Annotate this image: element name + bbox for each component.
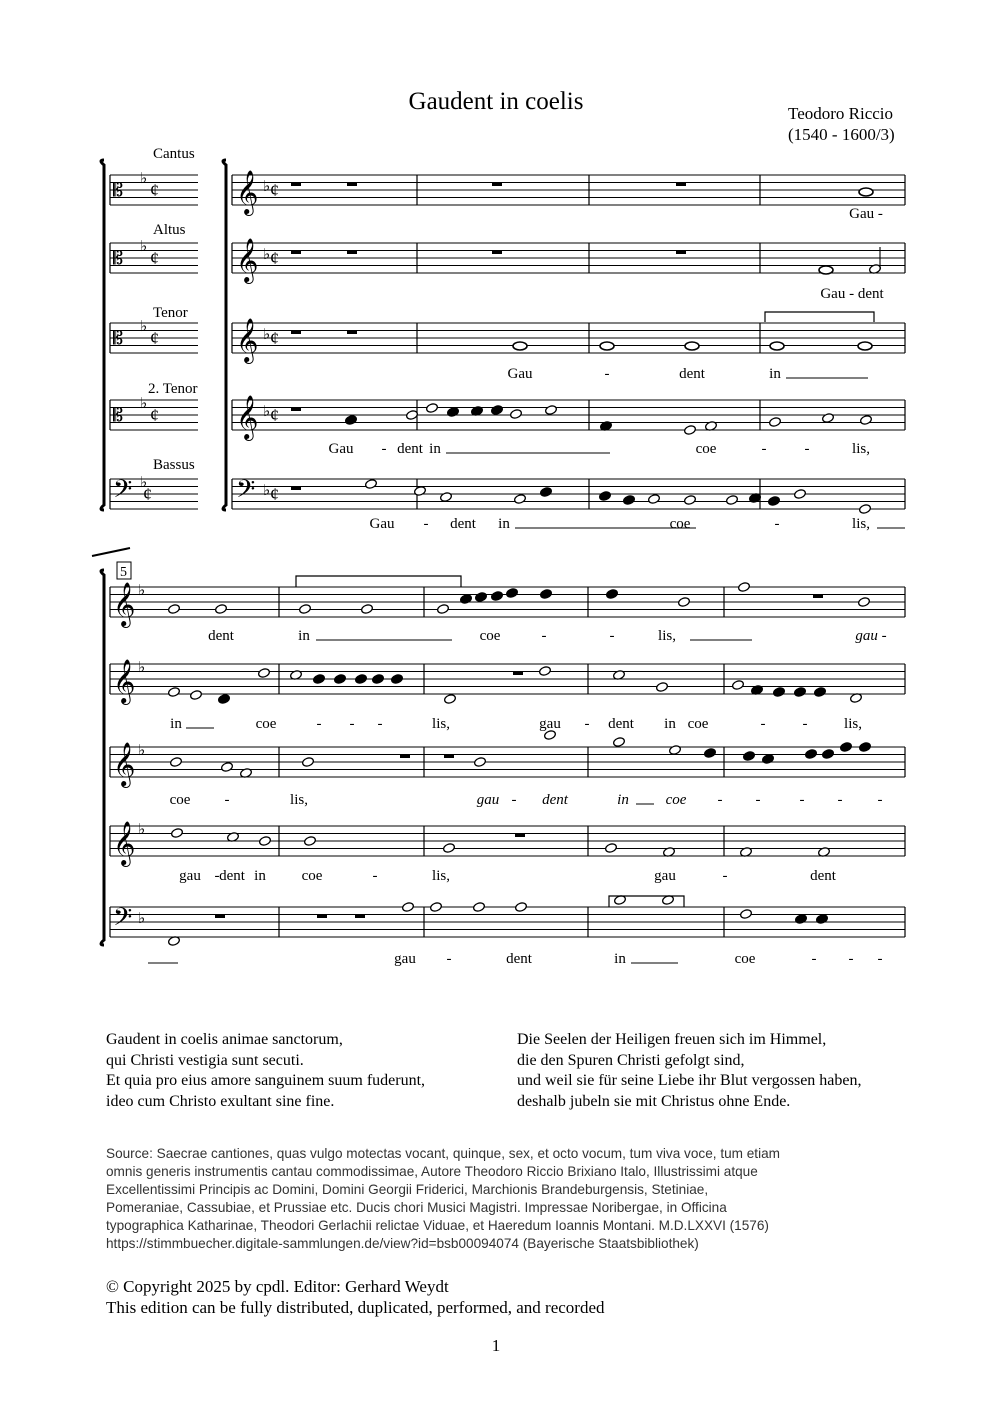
flat-sign: ♭ bbox=[140, 319, 148, 335]
source-note bbox=[106, 1145, 906, 1253]
note bbox=[437, 604, 450, 615]
whole-note bbox=[685, 342, 699, 350]
measure-number: 5 bbox=[120, 565, 127, 580]
time-signature: ¢ bbox=[150, 405, 159, 425]
ligature-bracket bbox=[296, 576, 461, 587]
note bbox=[540, 589, 553, 600]
rest bbox=[291, 183, 301, 187]
lyric: - bbox=[804, 441, 810, 457]
rest bbox=[317, 915, 327, 919]
copyright bbox=[106, 1276, 605, 1318]
system-1 bbox=[101, 146, 905, 532]
lyric: - bbox=[799, 792, 805, 808]
note bbox=[816, 914, 829, 925]
note bbox=[860, 415, 873, 426]
lyric: dent bbox=[608, 716, 634, 732]
note bbox=[168, 604, 181, 615]
lyric: dent bbox=[219, 868, 245, 884]
lyric: gau - bbox=[855, 628, 887, 644]
note bbox=[858, 597, 871, 608]
lyric: coe bbox=[695, 441, 717, 457]
lyric: Gau - dent bbox=[820, 286, 884, 302]
lyric: in bbox=[298, 628, 310, 644]
flat-sign: ♭ bbox=[263, 404, 271, 420]
treble-clef: 𝄞 bbox=[113, 661, 136, 703]
time-signature: ¢ bbox=[150, 180, 159, 200]
source-line: omnis generis instrumentis cantau commodissimae, Autore Theodoro Riccio Brixiano Italo, Illustrissimi atque bbox=[106, 1164, 758, 1179]
german-line: die den Spuren Christi gefolgt sind, bbox=[517, 1051, 745, 1069]
note bbox=[732, 680, 745, 691]
note bbox=[414, 486, 427, 497]
lyric: - bbox=[717, 792, 723, 808]
whole-note bbox=[600, 342, 614, 350]
rest bbox=[492, 251, 502, 255]
source-link[interactable]: https://stimmbuecher.digitale-sammlungen.de/view?id=bsb00094074 (Bayerische Staatsbibliothek) bbox=[106, 1236, 699, 1251]
note bbox=[440, 492, 453, 503]
note bbox=[473, 902, 486, 913]
lyric: in bbox=[254, 868, 266, 884]
latin-line: ideo cum Christo exultant sine fine. bbox=[106, 1092, 335, 1110]
time-signature: ¢ bbox=[143, 484, 152, 504]
lyric: Gau bbox=[369, 516, 395, 532]
note bbox=[794, 489, 807, 500]
flat-sign: ♭ bbox=[138, 743, 146, 759]
note bbox=[822, 413, 835, 424]
lyric: - bbox=[511, 792, 517, 808]
source-line: Excellentissimi Principis ac Domini, Domini Georgii Friderici, Marchionis Brandeburgensis, Stetiniae, bbox=[106, 1182, 709, 1197]
time-signature: ¢ bbox=[150, 248, 159, 268]
lyric: in bbox=[664, 716, 676, 732]
german-line: und weil sie für seine Liebe ihr Blut vergossen haben, bbox=[517, 1072, 862, 1089]
note bbox=[475, 592, 488, 603]
note bbox=[391, 674, 404, 685]
lyric: dent bbox=[679, 366, 705, 382]
lyric: coe bbox=[687, 716, 709, 732]
whole-note bbox=[819, 266, 833, 274]
lyric: coe bbox=[665, 792, 687, 808]
lyric: coe bbox=[669, 516, 691, 532]
flat-sign: ♭ bbox=[140, 475, 148, 491]
note bbox=[515, 902, 528, 913]
note bbox=[361, 604, 374, 615]
lyric: lis, bbox=[432, 716, 450, 732]
lyric: lis, bbox=[432, 868, 450, 884]
rest bbox=[291, 487, 301, 491]
lyric: coe bbox=[169, 792, 191, 808]
lyric: - bbox=[755, 792, 761, 808]
lyric: - bbox=[446, 951, 452, 967]
lyric: - bbox=[316, 716, 322, 732]
rest bbox=[492, 183, 502, 187]
note bbox=[491, 591, 504, 602]
note bbox=[726, 495, 739, 506]
note bbox=[215, 604, 228, 615]
note bbox=[743, 751, 756, 762]
flat-sign: ♭ bbox=[140, 396, 148, 412]
note bbox=[304, 836, 317, 847]
time-signature: ¢ bbox=[270, 328, 279, 348]
lyric: in bbox=[769, 366, 781, 382]
lyric: - bbox=[837, 792, 843, 808]
lyric: in bbox=[498, 516, 510, 532]
german-line: deshalb jubeln sie mit Christus ohne Ende. bbox=[517, 1092, 791, 1110]
lyric: lis, bbox=[852, 441, 870, 457]
lyric: dent bbox=[397, 441, 423, 457]
lyric: in bbox=[170, 716, 182, 732]
lyric: dent bbox=[506, 951, 532, 967]
bass-clef: 𝄢 bbox=[113, 476, 133, 509]
note bbox=[794, 687, 807, 698]
lyric: - bbox=[774, 516, 780, 532]
note bbox=[623, 495, 636, 506]
lyric: coe bbox=[255, 716, 277, 732]
lyric: - bbox=[604, 366, 610, 382]
rest bbox=[291, 251, 301, 255]
license-line: This edition can be fully distributed, duplicated, performed, and recorded bbox=[106, 1298, 605, 1317]
lyric: lis, bbox=[290, 792, 308, 808]
note bbox=[599, 491, 612, 502]
note bbox=[168, 687, 181, 698]
note bbox=[218, 694, 231, 705]
lyric: - bbox=[349, 716, 355, 732]
note bbox=[334, 674, 347, 685]
note bbox=[648, 494, 661, 505]
rest bbox=[400, 755, 410, 759]
flat-sign: ♭ bbox=[138, 660, 146, 676]
lyric: - bbox=[224, 792, 230, 808]
lyric: lis, bbox=[844, 716, 862, 732]
rest bbox=[676, 251, 686, 255]
lyric: Gau bbox=[507, 366, 533, 382]
note bbox=[805, 749, 818, 760]
note bbox=[859, 504, 872, 515]
bass-clef: 𝄢 bbox=[113, 904, 133, 937]
note bbox=[822, 749, 835, 760]
treble-clef: 𝄞 bbox=[236, 172, 259, 214]
note bbox=[795, 914, 808, 925]
lyric: gau bbox=[654, 868, 676, 884]
german-text bbox=[517, 1030, 862, 1112]
lyric: - bbox=[761, 441, 767, 457]
system-bracket bbox=[223, 160, 226, 510]
voice-label: 2. Tenor bbox=[148, 381, 198, 397]
rest bbox=[347, 251, 357, 255]
note bbox=[460, 594, 473, 605]
note bbox=[299, 604, 312, 615]
note bbox=[302, 757, 315, 768]
note bbox=[704, 748, 717, 759]
rest bbox=[215, 915, 225, 919]
flat-sign: ♭ bbox=[263, 247, 271, 263]
time-signature: ¢ bbox=[270, 484, 279, 504]
note bbox=[613, 737, 626, 748]
lyric: - bbox=[802, 716, 808, 732]
note bbox=[474, 757, 487, 768]
source-line: Pomeraniae, Cassubiae, et Prussiae etc. Ducis chori Musici Magistri. Impressae Noribergae, in Officina bbox=[106, 1200, 727, 1215]
time-signature: ¢ bbox=[150, 328, 159, 348]
rest bbox=[291, 408, 301, 412]
lyric: gau bbox=[179, 868, 201, 884]
lyric: in bbox=[614, 951, 626, 967]
lyric: coe bbox=[734, 951, 756, 967]
rest bbox=[355, 915, 365, 919]
note bbox=[540, 487, 553, 498]
lyric: - bbox=[541, 628, 547, 644]
lyric: - bbox=[423, 516, 429, 532]
note bbox=[171, 828, 184, 839]
lyric: in bbox=[429, 441, 441, 457]
note bbox=[678, 597, 691, 608]
note bbox=[669, 745, 682, 756]
time-signature: ¢ bbox=[270, 180, 279, 200]
source-line: Source: Saecrae cantiones, quas vulgo motectas vocant, quinque, sex, et octo vocum, tum viva voce, tum etiam bbox=[106, 1146, 780, 1161]
lyric: in bbox=[617, 792, 629, 808]
note bbox=[345, 415, 358, 426]
german-line: Die Seelen der Heiligen freuen sich im Himmel, bbox=[517, 1031, 827, 1048]
latin-line: Et quia pro eius amore sanguinem suum fuderunt, bbox=[106, 1072, 426, 1089]
treble-clef: 𝄞 bbox=[236, 320, 259, 362]
note bbox=[221, 762, 234, 773]
lyric: - bbox=[722, 868, 728, 884]
rest bbox=[347, 183, 357, 187]
treble-clef: 𝄞 bbox=[113, 584, 136, 626]
note bbox=[402, 902, 415, 913]
lyric: gau bbox=[394, 951, 416, 967]
note bbox=[814, 687, 827, 698]
note bbox=[859, 742, 872, 753]
lyric: - bbox=[584, 716, 590, 732]
note bbox=[684, 495, 697, 506]
note bbox=[656, 682, 669, 693]
lyric: gau bbox=[476, 792, 500, 808]
flat-sign: ♭ bbox=[140, 239, 148, 255]
latin-line: Gaudent in coelis animae sanctorum, bbox=[106, 1031, 343, 1048]
flat-sign: ♭ bbox=[138, 583, 146, 599]
time-signature: 𝄡 bbox=[113, 248, 124, 268]
note bbox=[840, 742, 853, 753]
note bbox=[444, 694, 457, 705]
note bbox=[539, 666, 552, 677]
lyric: coe bbox=[301, 868, 323, 884]
rest bbox=[676, 183, 686, 187]
lyric: lis, bbox=[852, 516, 870, 532]
treble-clef: 𝄞 bbox=[236, 240, 259, 282]
rest bbox=[291, 331, 301, 335]
voice-label: Bassus bbox=[153, 457, 195, 473]
voice-label: Altus bbox=[153, 222, 186, 238]
lyric: - bbox=[381, 441, 387, 457]
treble-clef: 𝄞 bbox=[236, 397, 259, 439]
lyric: - bbox=[377, 716, 383, 732]
ligature-bracket bbox=[765, 312, 874, 322]
lyric: - bbox=[214, 868, 220, 884]
note bbox=[606, 589, 619, 600]
note bbox=[491, 405, 504, 416]
whole-note bbox=[770, 342, 784, 350]
lyric: - bbox=[877, 951, 883, 967]
note bbox=[514, 494, 527, 505]
voice-label: Tenor bbox=[153, 305, 188, 321]
lyric: lis, bbox=[658, 628, 676, 644]
voice-label: Cantus bbox=[153, 146, 195, 162]
note bbox=[506, 588, 519, 599]
source-line: typographica Katharinae, Theodori Gerlachii relictae Viduae, et Haeredum Ioannis Montani. M.D.LXXVI (1576) bbox=[106, 1218, 769, 1233]
lyric: dent bbox=[208, 628, 234, 644]
system-bracket bbox=[101, 570, 104, 945]
lyric: - bbox=[848, 951, 854, 967]
bass-clef: 𝄢 bbox=[236, 476, 256, 509]
note bbox=[738, 582, 751, 593]
lyric: - bbox=[609, 628, 615, 644]
latin-line: qui Christi vestigia sunt secuti. bbox=[106, 1051, 304, 1069]
note bbox=[545, 405, 558, 416]
flat-sign: ♭ bbox=[263, 483, 271, 499]
treble-clef: 𝄞 bbox=[113, 744, 136, 786]
whole-note bbox=[859, 188, 873, 196]
piece-title: Gaudent in coelis bbox=[408, 88, 584, 115]
lyric: Gau - bbox=[849, 206, 883, 222]
lyric: dent bbox=[810, 868, 836, 884]
rest bbox=[513, 672, 523, 676]
rest bbox=[347, 331, 357, 335]
note bbox=[190, 690, 203, 701]
lyric: dent bbox=[450, 516, 476, 532]
note bbox=[355, 674, 368, 685]
time-signature: 𝄡 bbox=[113, 328, 124, 348]
note bbox=[762, 754, 775, 765]
latin-text bbox=[106, 1030, 425, 1112]
note bbox=[365, 479, 378, 490]
lyric: Gau bbox=[328, 441, 354, 457]
note bbox=[447, 407, 460, 418]
lyric: - bbox=[811, 951, 817, 967]
note bbox=[769, 417, 782, 428]
treble-clef: 𝄞 bbox=[113, 823, 136, 865]
lyric: - bbox=[760, 716, 766, 732]
page-number: 1 bbox=[491, 1336, 501, 1355]
rest bbox=[444, 755, 454, 759]
lyric: - bbox=[372, 868, 378, 884]
whole-note bbox=[513, 342, 527, 350]
note bbox=[768, 496, 781, 507]
note bbox=[372, 674, 385, 685]
note bbox=[258, 668, 271, 679]
time-signature: ¢ bbox=[270, 405, 279, 425]
note bbox=[430, 902, 443, 913]
note bbox=[259, 836, 272, 847]
rest bbox=[813, 595, 823, 599]
composer-dates: (1540 - 1600/3) bbox=[788, 125, 895, 144]
rest bbox=[515, 834, 525, 838]
time-signature: 𝄡 bbox=[113, 405, 124, 425]
note bbox=[740, 909, 753, 920]
note bbox=[313, 674, 326, 685]
flat-sign: ♭ bbox=[138, 822, 146, 838]
copyright-line: © Copyright 2025 by cpdl. Editor: Gerhard Weydt bbox=[106, 1277, 449, 1296]
note bbox=[773, 687, 786, 698]
flat-sign: ♭ bbox=[140, 171, 148, 187]
flat-sign: ♭ bbox=[138, 911, 146, 927]
lyric: coe bbox=[479, 628, 501, 644]
flat-sign: ♭ bbox=[263, 327, 271, 343]
lyric: gau bbox=[539, 716, 561, 732]
time-signature: 𝄡 bbox=[113, 180, 124, 200]
lyric: dent bbox=[542, 792, 568, 808]
note bbox=[684, 425, 697, 436]
whole-note bbox=[858, 342, 872, 350]
note bbox=[443, 843, 456, 854]
note bbox=[510, 409, 523, 420]
time-signature: ¢ bbox=[270, 248, 279, 268]
system-2 bbox=[92, 548, 905, 967]
note bbox=[605, 843, 618, 854]
bracket-hook bbox=[92, 548, 130, 556]
flat-sign: ♭ bbox=[263, 179, 271, 195]
lyric: - bbox=[877, 792, 883, 808]
note bbox=[170, 757, 183, 768]
composer-name: Teodoro Riccio bbox=[788, 104, 894, 123]
note bbox=[426, 403, 439, 414]
system-bracket bbox=[101, 160, 104, 510]
